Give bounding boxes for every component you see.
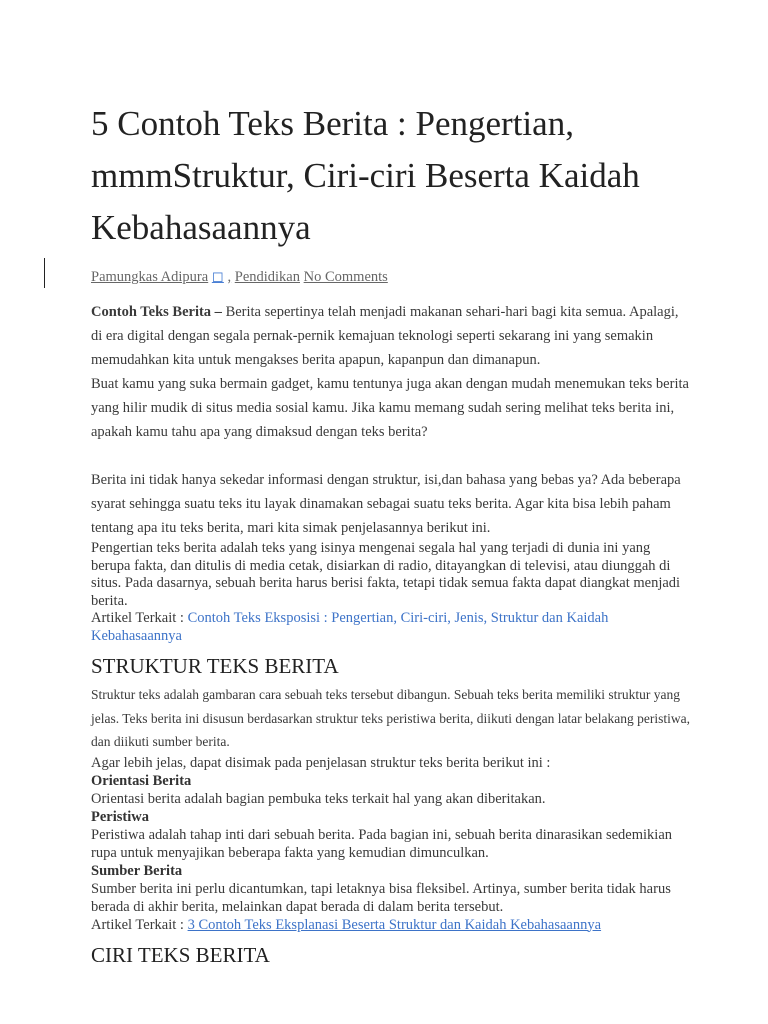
clock-icon[interactable]: ◻ <box>211 269 224 285</box>
paragraph-syarat: Berita ini tidak hanya sekedar informasi dengan struktur, isi,dan bahasa yang bebas ya? Ada beberapa syarat sehingga suatu teks itu layak dinamakan sebagai suatu teks berita. Agar kita bisa lebih paham tentang apa itu teks berita, mari kita simak penjelasannya berikut ini. <box>91 472 681 536</box>
related-label-2: Artikel Terkait : <box>91 916 188 933</box>
paragraph-struktur: Struktur teks adalah gambaran cara sebuah teks tersebut dibangun. Sebuah teks berita memiliki struktur yang jelas. Teks berita ini disusun berdasarkan struktur teks peristiwa berita, diikuti dengan latar belakang peristiwa, dan diikuti sumber berita. <box>91 687 691 749</box>
article-title: 5 Contoh Teks Berita : Pengertian, mmmStruktur, Ciri-ciri Beserta Kaidah Kebahasaannya <box>91 104 640 247</box>
text-sumber: Sumber berita ini perlu dicantumkan, tapi letaknya bisa fleksibel. Artinya, sumber berita tidak harus berada di akhir berita, melainkan dapat berada di dalam berita tersebut. <box>91 880 671 915</box>
text-cursor <box>44 258 45 288</box>
paragraph-pengertian: Pengertian teks berita adalah teks yang isinya mengenai segala hal yang terjadi di dunia ini yang berupa fakta, dan ditulis di media cetak, disiarkan di radio, ditayangkan di televisi, atau diunggah di situs. Pada dasarnya, sebuah berita harus berisi fakta, tetapi tidak semua fakta dapat diangkat menjadi berita. <box>91 540 681 609</box>
text-peristiwa: Peristiwa adalah tahap inti dari sebuah berita. Pada bagian ini, sebuah berita dinarasikan sedemikian rupa untuk menyajikan beberapa fakta yang kemudian dimunculkan. <box>91 826 673 861</box>
paragraph-gadget: Buat kamu yang suka bermain gadget, kamu tentunya juga akan dengan mudah menemukan teks berita yang hilir mudik di situs media sosial kamu. Jika kamu memang sudah sering melihat teks berita ini, apakah kamu tahu apa yang dimaksud dengan teks berita? <box>91 376 689 440</box>
intro-text: Berita sepertinya telah menjadi makanan sehari-hari bagi kita semua. Apalagi, di era digital dengan segala pernak-pernik kemajuan teknologi seperti sekarang ini yang semakin memudahkan kita untuk mengakses berita apapun, kapanpun dan dimanapun. <box>91 304 679 368</box>
author-link[interactable]: Pamungkas Adipura <box>91 269 209 285</box>
article-meta <box>91 268 691 286</box>
subheading-sumber: Sumber Berita <box>91 862 183 879</box>
text-orientasi: Orientasi berita adalah bagian pembuka teks terkait hal yang akan diberitakan. <box>91 790 546 807</box>
related-article-1 <box>91 610 691 645</box>
comments-link[interactable]: No Comments <box>303 269 388 285</box>
article <box>91 98 691 968</box>
heading-struktur: STRUKTUR TEKS BERITA <box>91 654 339 678</box>
paragraph-agar: Agar lebih jelas, dapat disimak pada penjelasan struktur teks berita berikut ini : <box>91 754 551 771</box>
related-article-2 <box>91 916 691 934</box>
related-link-2[interactable]: 3 Contoh Teks Eksplanasi Beserta Struktur dan Kaidah Kebahasaannya <box>187 916 602 933</box>
category-link[interactable]: Pendidikan <box>234 269 300 285</box>
heading-ciri: CIRI TEKS BERITA <box>91 942 270 967</box>
intro-bold: Contoh Teks Berita – <box>91 304 222 320</box>
subheading-orientasi: Orientasi Berita <box>91 772 192 789</box>
related-label-1: Artikel Terkait : <box>91 610 188 626</box>
related-link-1[interactable]: Contoh Teks Eksposisi : Pengertian, Ciri-ciri, Jenis, Struktur dan Kaidah Kebahasaannya <box>91 610 609 644</box>
subheading-peristiwa: Peristiwa <box>91 808 149 825</box>
intro-paragraph <box>91 300 691 372</box>
meta-separator: , <box>227 269 232 285</box>
